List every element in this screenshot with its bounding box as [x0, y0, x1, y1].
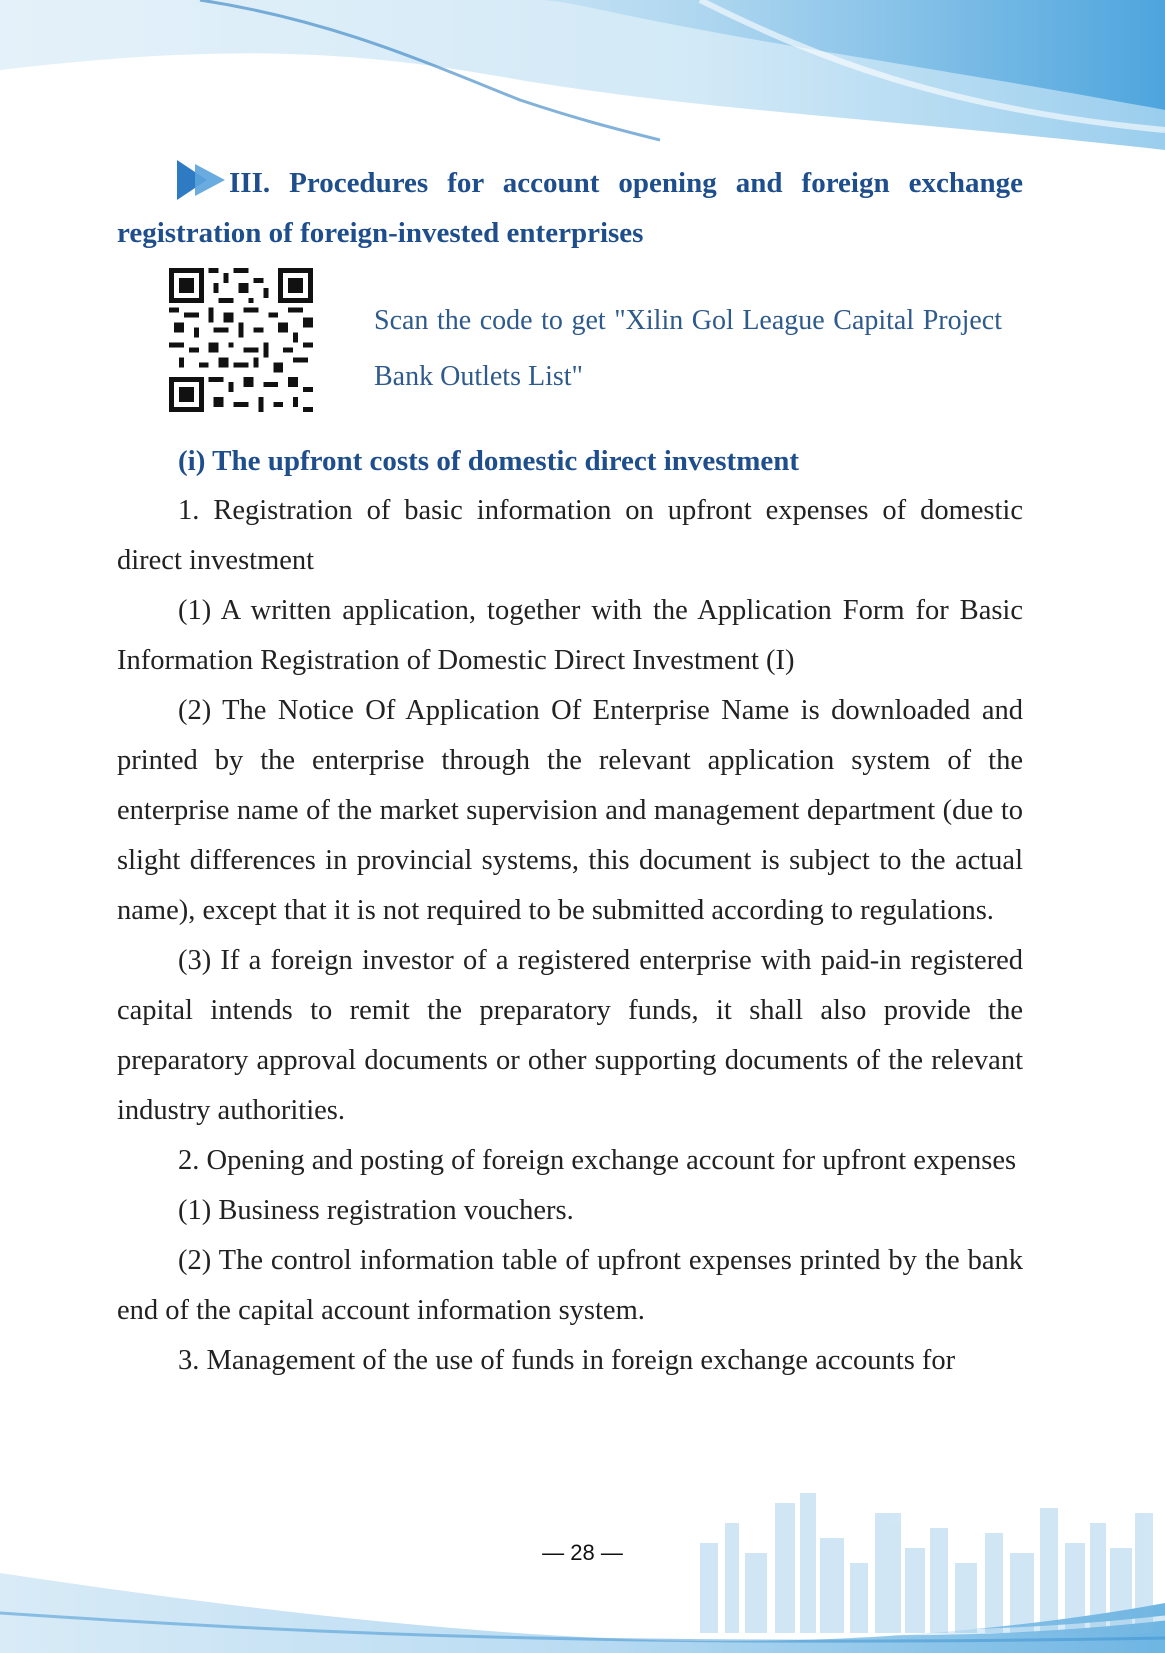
paragraph: (2) The Notice Of Application Of Enterprise Name is downloaded and printed by the enterprise through the relevant application system of the enterprise name of the market supervision and management department (due to slight differences in provincial systems, this document is subject to the actual name), except that it is not required to be submitted according to regulations. [117, 695, 1023, 926]
paragraph: (1) Business registration vouchers. [178, 1195, 574, 1226]
qr-code[interactable] [169, 268, 313, 412]
paragraph: 2. Opening and posting of foreign exchange account for upfront expenses [178, 1145, 1017, 1176]
paragraph: 3. Management of the use of funds in foreign exchange accounts for [178, 1345, 956, 1376]
section-heading-text: III. Procedures for account opening and foreign exchange registration of foreign-invested enterprises [117, 167, 1023, 249]
paragraph: (3) If a foreign investor of a registered enterprise with paid-in registered capital intends to remit the preparatory funds, it shall also provide the preparatory approval documents or other supporting documents of the relevant industry authorities. [117, 945, 1023, 1126]
paragraph: (2) The control information table of upfront expenses printed by the bank end of the capital account information system. [117, 1245, 1023, 1326]
page-number: — 28 — [542, 1540, 623, 1565]
subsection-heading: (i) The upfront costs of domestic direct investment [178, 445, 800, 477]
play-arrow-icon [177, 160, 229, 200]
body-text [117, 486, 1023, 1386]
section-heading [117, 158, 1023, 258]
qr-caption: Scan the code to get "Xilin Gol League Capital Project Bank Outlets List" [374, 305, 1002, 392]
paragraph: 1. Registration of basic information on upfront expenses of domestic direct investment [117, 495, 1023, 576]
paragraph: (1) A written application, together with the Application Form for Basic Information Registration of Domestic Direct Investment (I) [117, 595, 1023, 676]
